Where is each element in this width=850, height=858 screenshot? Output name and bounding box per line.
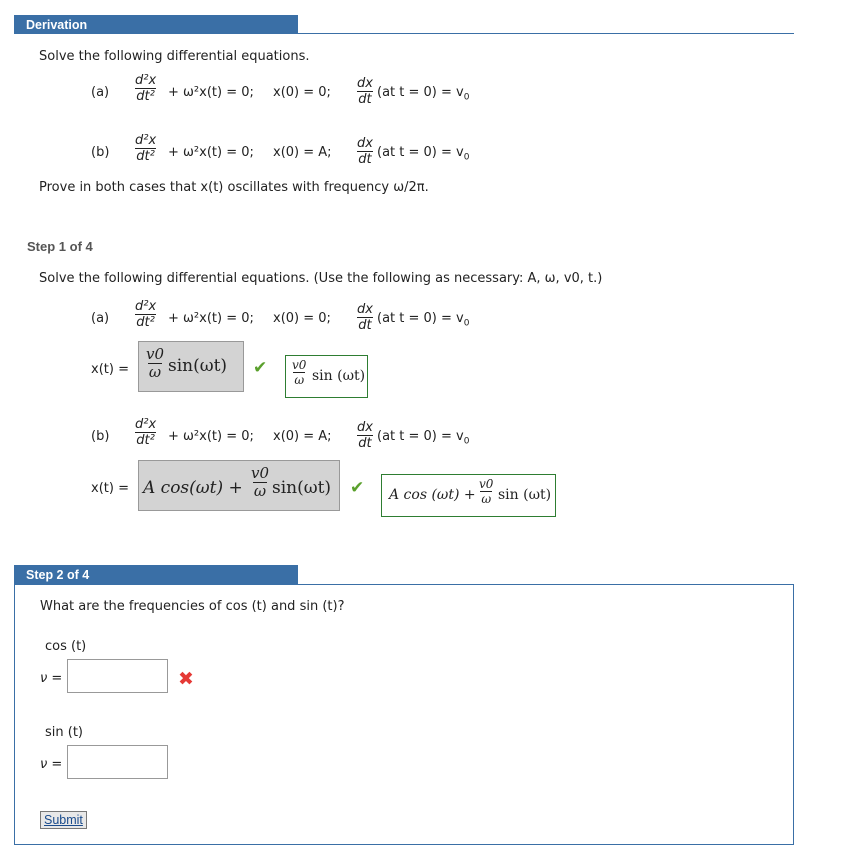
sin-label: sin (t) [45,725,83,740]
initial-condition-v: (at $t = 0) = v_0$ [377,85,470,103]
cross-icon: ✖ [178,668,194,690]
xt-label-b: x(t) = [91,481,129,496]
initial-condition-x: x(0) = 0; [273,311,331,326]
answer-a-tail: sin(ωt) [168,356,228,376]
dx-dt-fraction: $\frac{dx}{dt}$ [357,136,373,167]
dx-dt-fraction: $\frac{dx}{dt}$ [357,420,373,451]
correct-answer-a [285,355,368,398]
xt-label-a: x(t) = [91,362,129,377]
answer-a-fraction: $\frac{v0}{\omega}$ [146,345,165,381]
d2x-dt2-fraction: $\frac{\text{d²x}}{\text{dt²}}$ [135,417,157,448]
cos-label: cos (t) [45,639,87,654]
cos-frequency-input[interactable] [67,659,168,693]
step1-intro: Solve the following differential equations. (Use the following as necessary: A, ω, v0, t.) [39,271,603,286]
answer-b-input[interactable] [138,460,340,511]
derivation-part-b-label: (b) [91,145,110,160]
answer-b-fraction: $\frac{v0}{\omega}$ [251,464,270,500]
step1-part-a-label: (a) [91,311,110,326]
initial-condition-x: x(0) = A; [273,429,332,444]
check-icon: ✔ [253,358,268,378]
initial-condition-v: (at $t = 0) = v_0$ [377,311,470,329]
answer-b-head: A cos(ωt) + [143,478,243,498]
dx-dt-fraction: $\frac{dx}{dt}$ [357,302,373,333]
equation-rest: + ω²x(t) = 0; [168,145,254,160]
initial-condition-x: x(0) = 0; [273,85,331,100]
step1-title: Step 1 of 4 [27,239,93,254]
d2x-dt2-fraction: $\frac{\text{d²x}}{\text{dt²}}$ [135,133,157,164]
step2-header: Step 2 of 4 [14,565,298,584]
correct-b-tail: sin (ωt) [498,487,552,503]
check-icon: ✔ [350,478,365,498]
correct-a-tail: sin (ωt) [312,368,366,384]
derivation-part-a-label: (a) [91,85,110,100]
equation-rest: + ω²x(t) = 0; [168,429,254,444]
equation-rest: + ω²x(t) = 0; [168,311,254,326]
derivation-intro: Solve the following differential equations. [39,49,310,64]
correct-b-head: A cos (ωt) + [389,487,476,503]
nu-label-cos: ν = [40,671,63,686]
step2-panel [14,584,794,845]
derivation-rule [14,33,794,34]
correct-answer-b [381,474,556,517]
equation-rest: + ω²x(t) = 0; [168,85,254,100]
initial-condition-v: (at $t = 0) = v_0$ [377,429,470,447]
initial-condition-v: (at $t = 0) = v_0$ [377,145,470,163]
derivation-prove: Prove in both cases that x(t) oscillates with frequency ω/2π. [39,180,429,195]
step1-part-b-label: (b) [91,429,110,444]
derivation-header: Derivation [14,15,298,34]
step2-question: What are the frequencies of cos (t) and sin (t)? [40,599,345,614]
correct-a-fraction: $\frac{v0}{\omega}$ [292,358,307,387]
d2x-dt2-fraction: $\frac{\text{d²x}}{\text{dt²}}$ [135,73,157,104]
correct-b-fraction: $\frac{v0}{\omega}$ [479,477,494,506]
answer-b-tail: sin(ωt) [272,478,332,498]
submit-button[interactable]: Submit [40,811,87,829]
answer-a-input[interactable] [138,341,244,392]
d2x-dt2-fraction: $\frac{\text{d²x}}{\text{dt²}}$ [135,299,157,330]
initial-condition-x: x(0) = A; [273,145,332,160]
sin-frequency-input[interactable] [67,745,168,779]
nu-label-sin: ν = [40,757,63,772]
dx-dt-fraction: $\frac{dx}{dt}$ [357,76,373,107]
